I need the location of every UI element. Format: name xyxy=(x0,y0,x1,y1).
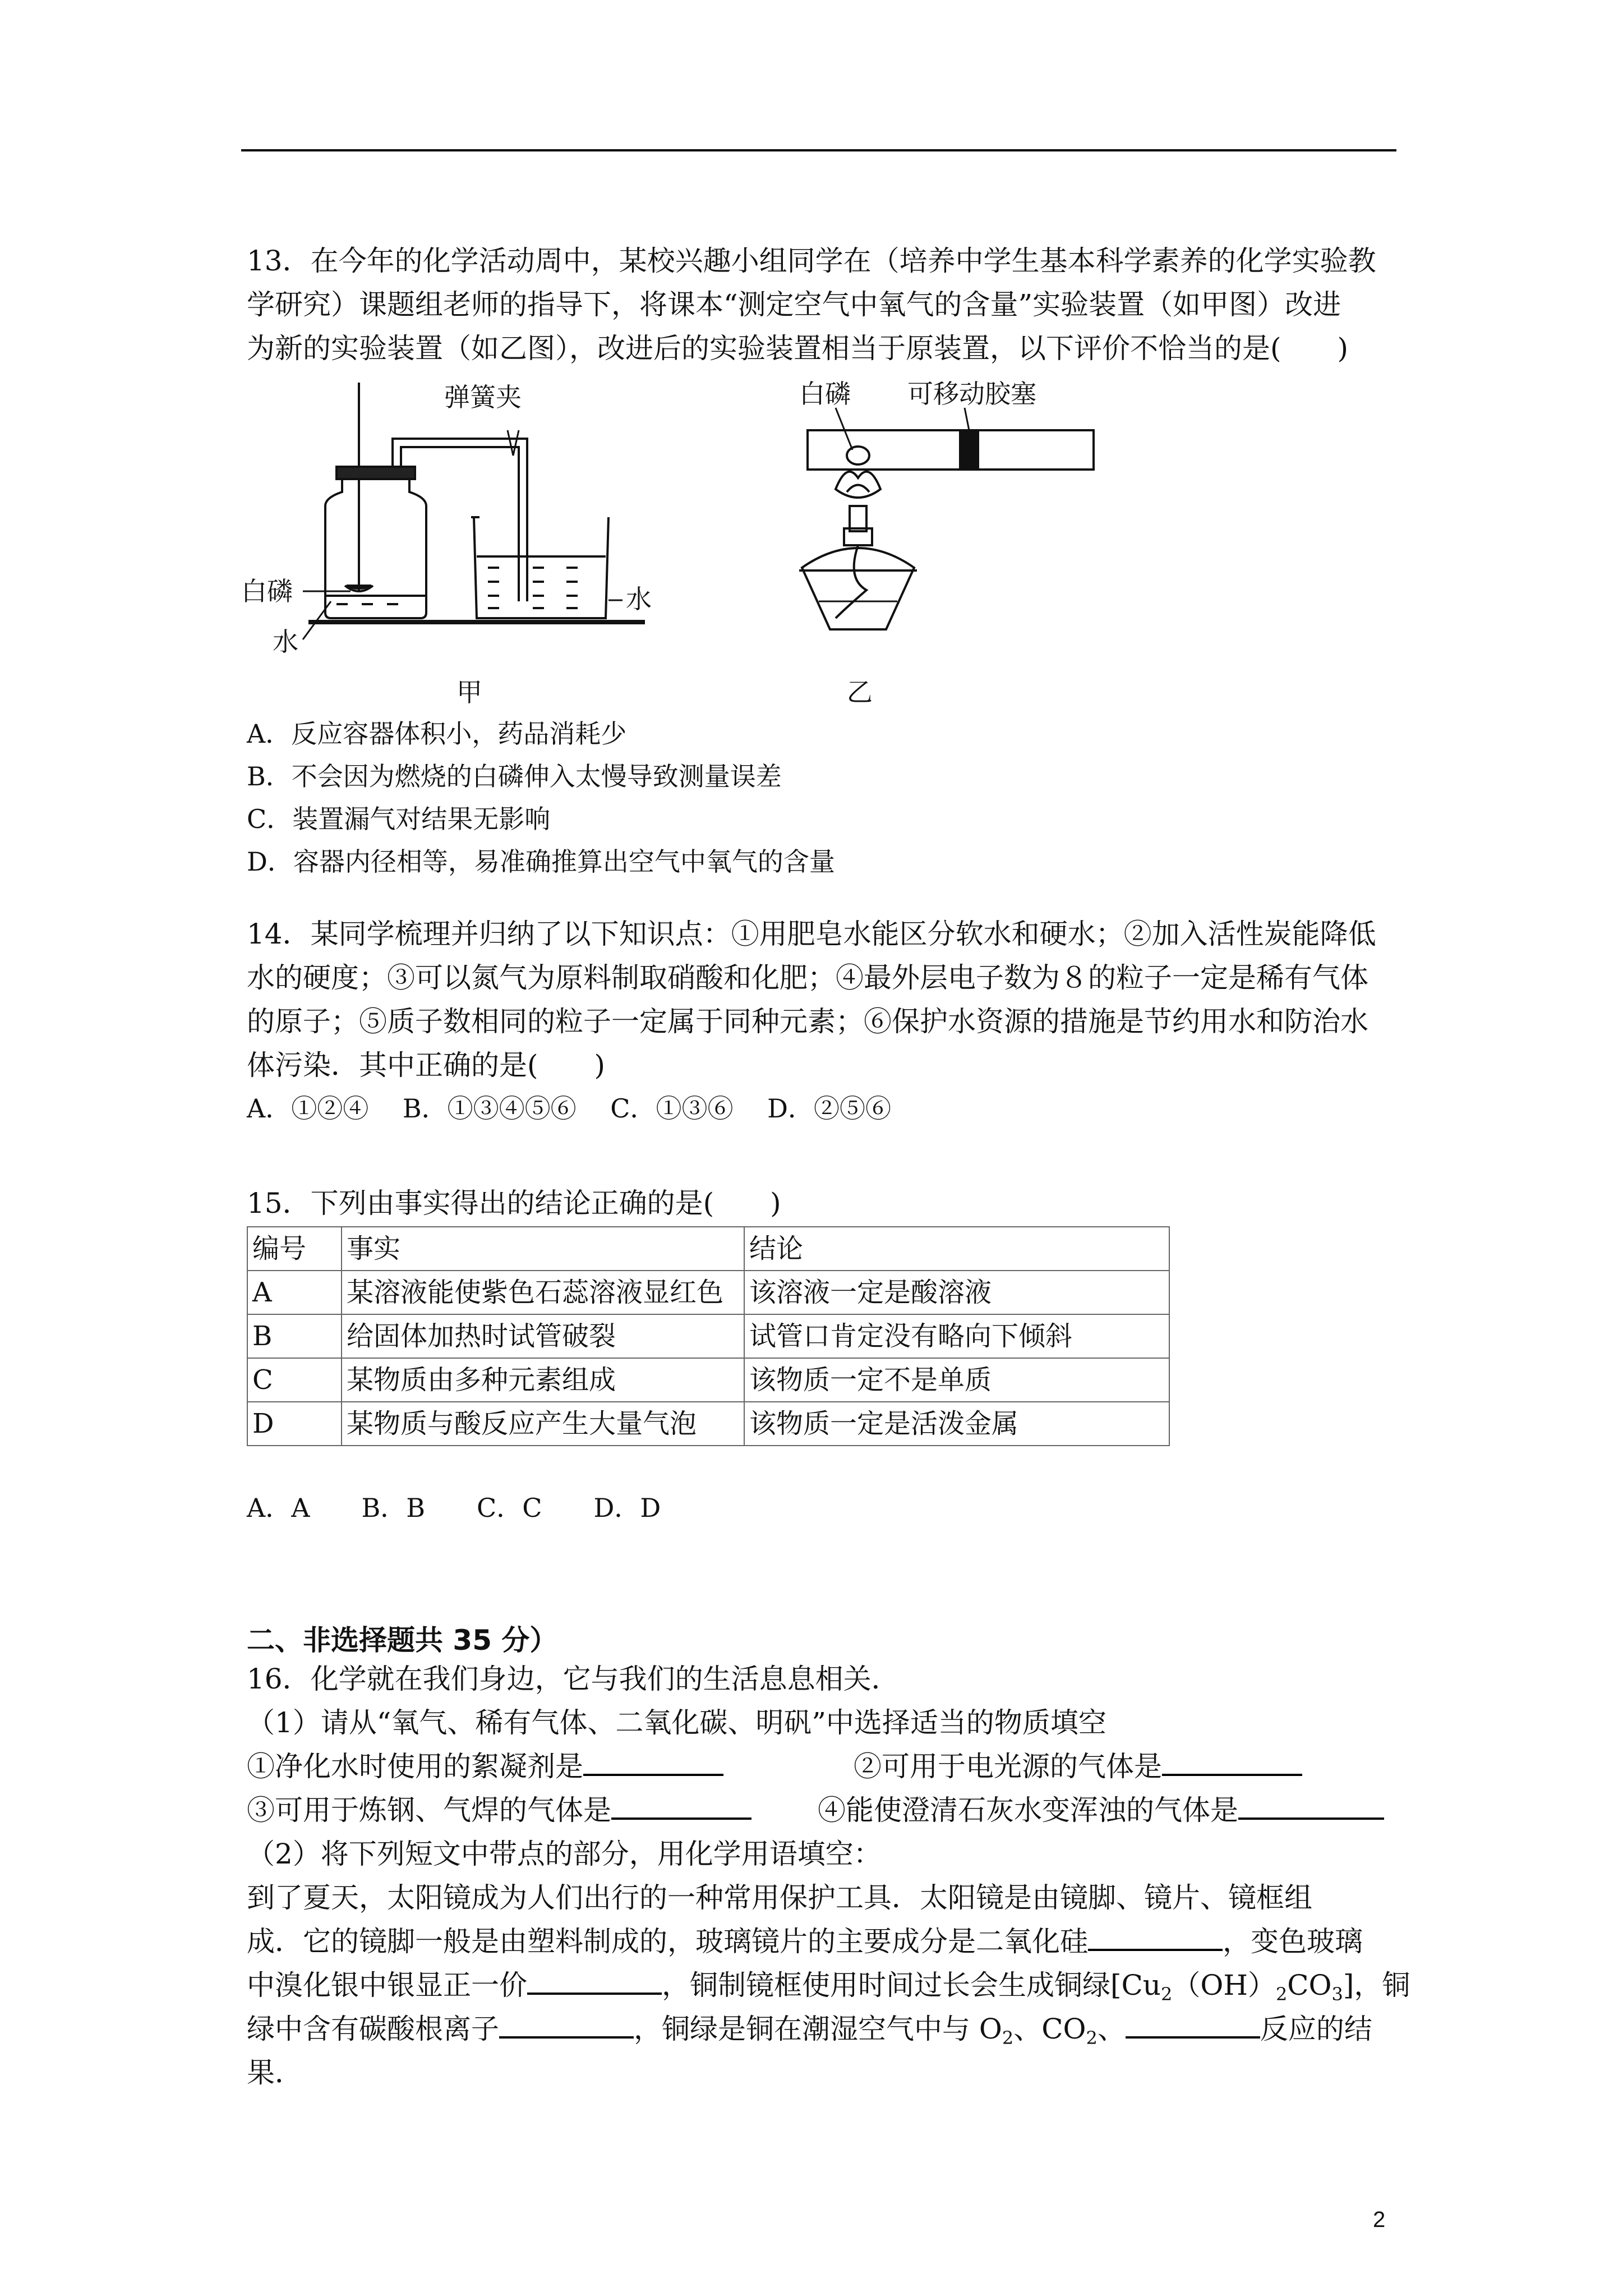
q16-text4d: 、 xyxy=(1097,2013,1126,2045)
q16-item1 xyxy=(247,1745,723,1788)
row-conclusion: 试管口肯定没有略向下倾斜 xyxy=(744,1314,1169,1358)
answer-blank-8[interactable] xyxy=(1126,2013,1260,2039)
table-row xyxy=(247,1271,1169,1314)
phosphorus-label-left: 白磷 xyxy=(241,576,293,606)
q16-text2b: ，变色玻璃 xyxy=(1223,1925,1363,1958)
header-rule xyxy=(241,149,1396,151)
row-conclusion: 该物质一定不是单质 xyxy=(744,1358,1169,1402)
q13-option-a: A．反应容器体积小，药品消耗少 xyxy=(247,719,627,749)
phosphorus-label-right: 白磷 xyxy=(799,379,851,409)
q16-text3c: （OH） xyxy=(1172,1969,1276,2001)
row-conclusion: 该物质一定是活泼金属 xyxy=(744,1402,1169,1446)
q16-stem: 16．化学就在我们身边，它与我们的生活息息相关． xyxy=(247,1663,900,1695)
q13-option-d: D．容器内径相等，易准确推算出空气中氧气的含量 xyxy=(247,846,835,877)
header-id: 编号 xyxy=(247,1227,342,1271)
clip-label: 弹簧夹 xyxy=(444,382,522,412)
q14-options: A．①②④ B．①③④⑤⑥ C．①③⑥ D．②⑤⑥ xyxy=(247,1093,891,1124)
subscript: 2 xyxy=(1275,1984,1288,2005)
q16-text4a: 绿中含有碳酸根离子 xyxy=(247,2013,499,2045)
q16-part1: （1）请从“氧气、稀有气体、二氧化碳、明矾”中选择适当的物质填空 xyxy=(247,1706,1106,1739)
subscript: 2 xyxy=(1160,1984,1173,2005)
row-id: D xyxy=(247,1402,342,1446)
q16-item2 xyxy=(854,1745,1302,1788)
water-label-right: 水 xyxy=(626,584,652,614)
apparatus-yi xyxy=(799,408,1094,629)
answer-blank-3[interactable] xyxy=(611,1794,751,1820)
q16-text3d: CO xyxy=(1287,1969,1332,2001)
answer-blank-2[interactable] xyxy=(1162,1750,1302,1776)
q16-text2a: 成．它的镜脚一般是由塑料制成的，玻璃镜片的主要成分是二氧化硅 xyxy=(247,1925,1088,1958)
figure-label-jia: 甲 xyxy=(457,677,482,707)
table-row xyxy=(247,1314,1169,1358)
q16-text4c: 、CO xyxy=(1013,2013,1086,2045)
q13-line-2: 学研究）课题组老师的指导下，将课本“测定空气中氧气的含量”实验装置（如甲图）改进 xyxy=(247,288,1341,321)
q16-text3e: ]，铜 xyxy=(1343,1969,1410,2001)
q15-stem: 15．下列由事实得出的结论正确的是( ) xyxy=(247,1187,781,1220)
q16-text3b: ，铜制镜框使用时间过长会生成铜绿[Cu xyxy=(662,1969,1161,2001)
answer-blank-7[interactable] xyxy=(499,2013,634,2039)
q16-item3 xyxy=(247,1788,751,1832)
row-fact: 给固体加热时试管破裂 xyxy=(342,1314,744,1358)
q15-table xyxy=(247,1226,1170,1446)
row-id: C xyxy=(247,1358,342,1402)
q13-option-b: B．不会因为燃烧的白磷伸入太慢导致测量误差 xyxy=(247,761,782,792)
q16-item4-text: ④能使澄清石灰水变浑浊的气体是 xyxy=(818,1794,1238,1826)
apparatus-jia xyxy=(303,383,645,639)
figure-label-yi: 乙 xyxy=(847,677,873,707)
row-fact: 某溶液能使紫色石蕊溶液显红色 xyxy=(342,1271,744,1314)
q13-line-1: 13．在今年的化学活动周中，某校兴趣小组同学在（培养中学生基本科学素养的化学实验教 xyxy=(247,245,1376,277)
subscript: 3 xyxy=(1331,1984,1343,2005)
row-id: B xyxy=(247,1314,342,1358)
table-header-row xyxy=(247,1227,1169,1271)
q14-line-3: 的原子；⑤质子数相同的粒子一定属于同种元素；⑥保护水资源的措施是节约用水和防治水 xyxy=(247,1005,1368,1038)
q15-options: A．A B．B C．C D．D xyxy=(247,1493,661,1523)
q16-text-line-5: 果． xyxy=(247,2056,303,2089)
q16-item4 xyxy=(818,1788,1384,1832)
q14-line-4: 体污染．其中正确的是( ) xyxy=(247,1049,606,1082)
q16-text3a: 中溴化银中银显正一价 xyxy=(247,1969,527,2001)
q13-apparatus-figure xyxy=(241,377,1116,714)
answer-blank-4[interactable] xyxy=(1238,1794,1384,1820)
q14-line-2: 水的硬度；③可以氮气为原料制取硝酸和化肥；④最外层电子数为８的粒子一定是稀有气体 xyxy=(247,961,1368,994)
answer-blank-5[interactable] xyxy=(1088,1925,1223,1951)
row-fact: 某物质由多种元素组成 xyxy=(342,1358,744,1402)
page-number: 2 xyxy=(1373,2207,1386,2232)
q16-text4e: 反应的结 xyxy=(1260,2013,1372,2045)
section-heading: 二、非选择题共 35 分） xyxy=(247,1624,558,1657)
row-conclusion: 该溶液一定是酸溶液 xyxy=(744,1271,1169,1314)
q16-item3-text: ③可用于炼钢、气焊的气体是 xyxy=(247,1794,611,1826)
subscript: 2 xyxy=(1086,2027,1098,2049)
table-row xyxy=(247,1358,1169,1402)
q16-item2-text: ②可用于电光源的气体是 xyxy=(854,1750,1162,1783)
q16-item1-text: ①净化水时使用的絮凝剂是 xyxy=(247,1750,583,1783)
q16-part2: （2）将下列短文中带点的部分，用化学用语填空： xyxy=(247,1838,882,1870)
q16-text4b: ，铜绿是铜在潮湿空气中与 O xyxy=(634,2013,1002,2045)
q16-text-line-4 xyxy=(247,2007,1372,2060)
q14-line-1: 14．某同学梳理并归纳了以下知识点：①用肥皂水能区分软水和硬水；②加入活性炭能降低 xyxy=(247,918,1376,950)
header-conclusion: 结论 xyxy=(744,1227,1169,1271)
row-fact: 某物质与酸反应产生大量气泡 xyxy=(342,1402,744,1446)
q16-text-line-1: 到了夏天，太阳镜成为人们出行的一种常用保护工具．太阳镜是由镜脚、镜片、镜框组 xyxy=(247,1881,1312,1914)
header-fact: 事实 xyxy=(342,1227,744,1271)
answer-blank-1[interactable] xyxy=(583,1750,723,1776)
q13-option-c: C．装置漏气对结果无影响 xyxy=(247,804,551,834)
row-id: A xyxy=(247,1271,342,1314)
movable-stopper-label: 可移动胶塞 xyxy=(907,379,1036,409)
table-row xyxy=(247,1402,1169,1446)
q16-text-line-2 xyxy=(247,1920,1363,1963)
q13-line-3: 为新的实验装置（如乙图），改进后的实验装置相当于原装置，以下评价不恰当的是( ) xyxy=(247,332,1349,365)
water-label-left: 水 xyxy=(273,627,298,657)
answer-blank-6[interactable] xyxy=(527,1969,662,1995)
subscript: 2 xyxy=(1002,2027,1014,2049)
